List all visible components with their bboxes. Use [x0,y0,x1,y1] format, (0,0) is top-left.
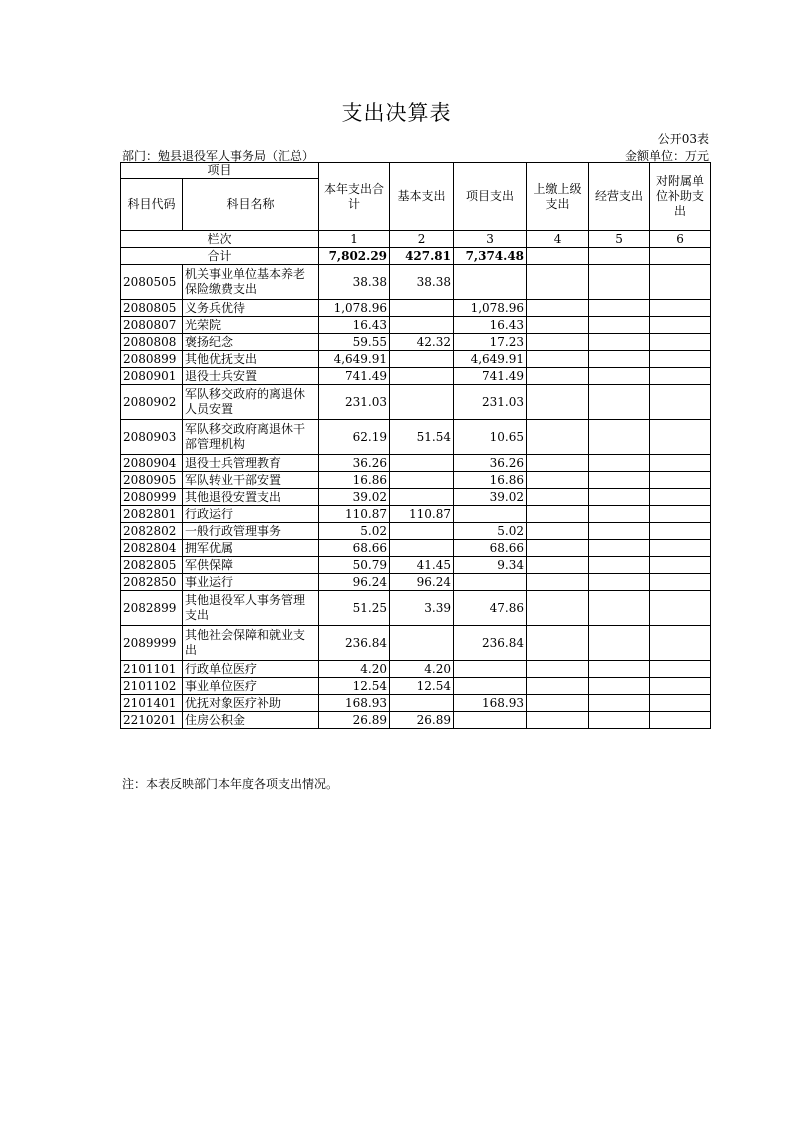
row-code: 2082805 [121,557,183,574]
row-subsidy [650,385,711,420]
row-name: 机关事业单位基本养老保险缴费支出 [183,265,319,300]
row-total: 26.89 [319,712,390,729]
row-business [589,557,650,574]
row-project: 10.65 [454,420,527,455]
row-subsidy [650,317,711,334]
table-row [121,678,711,695]
table-row [121,300,711,317]
row-code: 2101401 [121,695,183,712]
table-row [121,626,711,661]
total-row-total: 7,802.29 [319,248,390,265]
row-total: 741.49 [319,368,390,385]
table-row [121,523,711,540]
table-row [121,420,711,455]
column-index-4: 4 [527,231,589,248]
row-upper [527,695,589,712]
header-project: 项目 [121,163,319,179]
total-row-upper [527,248,589,265]
row-basic [390,695,454,712]
row-business [589,265,650,300]
row-project [454,712,527,729]
header-business: 经营支出 [589,163,650,231]
row-total: 96.24 [319,574,390,591]
row-subsidy [650,368,711,385]
row-basic [390,523,454,540]
row-code: 2080808 [121,334,183,351]
expenditure-table [120,162,711,729]
row-code: 2080899 [121,351,183,368]
row-name: 褒扬纪念 [183,334,319,351]
row-subsidy [650,420,711,455]
row-code: 2080505 [121,265,183,300]
row-name: 军队转业干部安置 [183,472,319,489]
header-upper: 上缴上级支出 [527,163,589,231]
row-subsidy [650,300,711,317]
row-subsidy [650,455,711,472]
column-index-3: 3 [454,231,527,248]
row-project: 16.86 [454,472,527,489]
row-name: 军队移交政府的离退休人员安置 [183,385,319,420]
table-row [121,574,711,591]
row-subsidy [650,574,711,591]
row-subsidy [650,334,711,351]
table-row [121,472,711,489]
row-basic [390,540,454,557]
row-business [589,368,650,385]
row-subsidy [650,506,711,523]
row-business [589,540,650,557]
row-total: 4.20 [319,661,390,678]
row-total: 16.86 [319,472,390,489]
row-subsidy [650,626,711,661]
table-row [121,712,711,729]
row-code: 2082899 [121,591,183,626]
column-index-6: 6 [650,231,711,248]
row-upper [527,334,589,351]
table-row [121,661,711,678]
row-upper [527,557,589,574]
table-row [121,351,711,368]
row-upper [527,712,589,729]
row-basic [390,626,454,661]
row-name: 军供保障 [183,557,319,574]
row-name: 一般行政管理事务 [183,523,319,540]
row-upper [527,678,589,695]
row-basic [390,351,454,368]
row-name: 住房公积金 [183,712,319,729]
row-basic: 42.32 [390,334,454,351]
row-basic [390,300,454,317]
row-project [454,506,527,523]
table-row [121,506,711,523]
table-row [121,317,711,334]
row-upper [527,574,589,591]
page-title: 支出决算表 [341,101,452,125]
row-business [589,626,650,661]
row-code: 2082804 [121,540,183,557]
row-total: 110.87 [319,506,390,523]
row-upper [527,455,589,472]
row-upper [527,351,589,368]
row-total: 39.02 [319,489,390,506]
row-business [589,695,650,712]
row-subsidy [650,661,711,678]
column-index-label: 栏次 [121,231,319,248]
row-name: 事业运行 [183,574,319,591]
row-upper [527,626,589,661]
row-subsidy [650,489,711,506]
row-upper [527,506,589,523]
table-row [121,591,711,626]
row-total: 236.84 [319,626,390,661]
row-business [589,334,650,351]
total-row-business [589,248,650,265]
row-business [589,678,650,695]
row-upper [527,489,589,506]
row-name: 义务兵优待 [183,300,319,317]
total-row-label: 合计 [121,248,319,265]
row-basic [390,385,454,420]
row-total: 68.66 [319,540,390,557]
table-row [121,489,711,506]
row-upper [527,368,589,385]
column-index-2: 2 [390,231,454,248]
row-subsidy [650,265,711,300]
column-index-5: 5 [589,231,650,248]
row-total: 168.93 [319,695,390,712]
row-business [589,506,650,523]
row-basic: 26.89 [390,712,454,729]
row-total: 59.55 [319,334,390,351]
row-basic [390,368,454,385]
row-name: 军队移交政府离退休干部管理机构 [183,420,319,455]
row-name: 其他优抚支出 [183,351,319,368]
row-total: 36.26 [319,455,390,472]
row-business [589,472,650,489]
row-code: 2082802 [121,523,183,540]
row-project: 231.03 [454,385,527,420]
row-total: 5.02 [319,523,390,540]
row-code: 2101101 [121,661,183,678]
row-total: 16.43 [319,317,390,334]
row-upper [527,591,589,626]
row-name: 光荣院 [183,317,319,334]
row-code: 2080904 [121,455,183,472]
row-total: 12.54 [319,678,390,695]
row-code: 2080807 [121,317,183,334]
row-total: 62.19 [319,420,390,455]
row-basic: 4.20 [390,661,454,678]
row-project: 47.86 [454,591,527,626]
total-row-basic: 427.81 [390,248,454,265]
row-project: 17.23 [454,334,527,351]
row-basic: 38.38 [390,265,454,300]
row-business [589,523,650,540]
table-row [121,557,711,574]
row-business [589,420,650,455]
row-project: 16.43 [454,317,527,334]
form-number: 公开03表 [657,132,709,146]
table-row [121,455,711,472]
row-subsidy [650,678,711,695]
header-total: 本年支出合计 [319,163,390,231]
row-project: 236.84 [454,626,527,661]
row-business [589,351,650,368]
row-basic: 110.87 [390,506,454,523]
row-project [454,661,527,678]
row-business [589,300,650,317]
row-business [589,661,650,678]
row-code: 2080999 [121,489,183,506]
row-business [589,591,650,626]
row-total: 38.38 [319,265,390,300]
row-code: 2089999 [121,626,183,661]
row-code: 2080902 [121,385,183,420]
row-code: 2210201 [121,712,183,729]
table-row [121,385,711,420]
row-total: 1,078.96 [319,300,390,317]
row-subsidy [650,540,711,557]
row-business [589,574,650,591]
row-name: 其他退役军人事务管理支出 [183,591,319,626]
row-project: 4,649.91 [454,351,527,368]
row-subsidy [650,472,711,489]
row-subsidy [650,557,711,574]
row-upper [527,300,589,317]
row-total: 4,649.91 [319,351,390,368]
row-basic: 3.39 [390,591,454,626]
header-code: 科目代码 [121,179,183,231]
row-basic [390,317,454,334]
row-code: 2082801 [121,506,183,523]
row-total: 231.03 [319,385,390,420]
row-name: 优抚对象医疗补助 [183,695,319,712]
row-business [589,489,650,506]
row-basic [390,455,454,472]
row-upper [527,385,589,420]
row-project: 39.02 [454,489,527,506]
row-basic [390,489,454,506]
row-project: 36.26 [454,455,527,472]
row-upper [527,317,589,334]
table-row [121,368,711,385]
row-upper [527,420,589,455]
total-row-subsidy [650,248,711,265]
row-project [454,265,527,300]
row-project: 741.49 [454,368,527,385]
row-basic: 96.24 [390,574,454,591]
row-total: 51.25 [319,591,390,626]
row-upper [527,265,589,300]
row-subsidy [650,523,711,540]
row-name: 其他退役安置支出 [183,489,319,506]
row-code: 2080901 [121,368,183,385]
row-project: 5.02 [454,523,527,540]
table-row [121,265,711,300]
row-business [589,712,650,729]
row-subsidy [650,712,711,729]
row-code: 2080805 [121,300,183,317]
row-subsidy [650,695,711,712]
row-basic: 12.54 [390,678,454,695]
row-project [454,574,527,591]
row-project: 9.34 [454,557,527,574]
row-code: 2080903 [121,420,183,455]
header-name: 科目名称 [183,179,319,231]
header-project-expense: 项目支出 [454,163,527,231]
row-subsidy [650,351,711,368]
column-index-1: 1 [319,231,390,248]
row-name: 行政运行 [183,506,319,523]
row-upper [527,540,589,557]
total-row-project: 7,374.48 [454,248,527,265]
row-name: 退役士兵安置 [183,368,319,385]
header-subsidy: 对附属单位补助支出 [650,163,711,231]
row-project: 1,078.96 [454,300,527,317]
header-basic: 基本支出 [390,163,454,231]
row-project: 168.93 [454,695,527,712]
row-upper [527,661,589,678]
table-note: 注：本表反映部门本年度各项支出情况。 [122,777,339,791]
row-upper [527,472,589,489]
row-business [589,317,650,334]
row-project [454,678,527,695]
row-basic: 51.54 [390,420,454,455]
table-row [121,540,711,557]
table-row [121,334,711,351]
row-business [589,455,650,472]
row-project: 68.66 [454,540,527,557]
row-code: 2082850 [121,574,183,591]
table-row [121,695,711,712]
department-label: 部门：勉县退役军人事务局（汇总） [122,149,315,163]
row-name: 其他社会保障和就业支出 [183,626,319,661]
amount-unit-label: 金额单位：万元 [624,149,709,163]
row-name: 拥军优属 [183,540,319,557]
row-name: 事业单位医疗 [183,678,319,695]
row-basic [390,472,454,489]
row-name: 退役士兵管理教育 [183,455,319,472]
row-name: 行政单位医疗 [183,661,319,678]
row-total: 50.79 [319,557,390,574]
row-code: 2080905 [121,472,183,489]
row-basic: 41.45 [390,557,454,574]
row-upper [527,523,589,540]
row-subsidy [650,591,711,626]
row-code: 2101102 [121,678,183,695]
row-business [589,385,650,420]
